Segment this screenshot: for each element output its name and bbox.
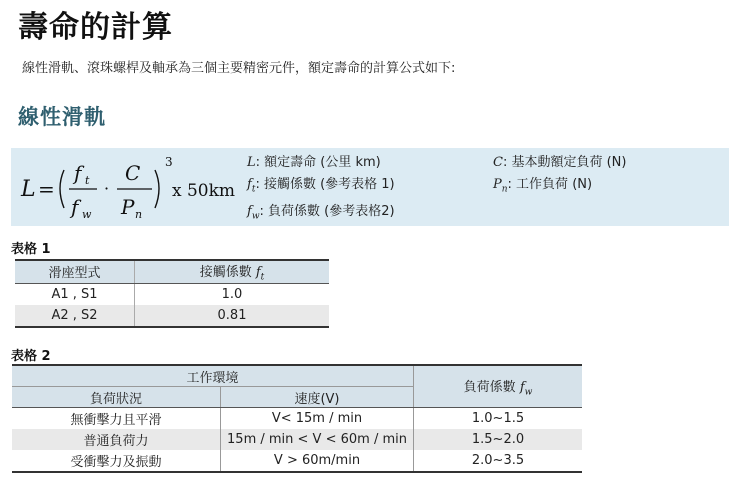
intro-text: 線性滑軌、滾珠螺桿及軸承為三個主要精密元件，額定壽命的計算公式如下: — [22, 61, 456, 76]
def-P: $P_n$: 工作負荷 (N) — [493, 177, 593, 195]
table2-header-condition: 負荷狀況 — [12, 387, 221, 408]
table-cell: 2.0~3.5 — [471, 453, 525, 468]
def-fw: $f_w$: 負荷係數 (參考表格2) — [247, 203, 395, 222]
table-cell: 受衝擊力及振動 — [12, 450, 221, 472]
table-cell: V > 60m/min — [221, 450, 414, 472]
table1-header-factor: 接觸係數 $f_t$ — [135, 260, 330, 283]
table-cell: 無衝擊力且平滑 — [12, 408, 221, 430]
table1-header-type: 滑座型式 — [15, 260, 135, 283]
table-row — [12, 429, 582, 450]
table-cell: V< 15m / min — [221, 408, 414, 430]
life-formula — [19, 152, 249, 228]
formula-P-sub: n — [135, 208, 143, 221]
formula-ft: f — [74, 161, 82, 185]
table-cell: 15m / min < V < 60m / min — [221, 429, 414, 450]
formula-fw-sub: w — [82, 208, 92, 221]
table-cell: A1 , S1 — [15, 283, 135, 305]
table-cell: 1.0 — [221, 286, 243, 302]
def-ft: $f_t$: 接觸係數 (參考表格 1) — [247, 177, 395, 195]
contact-factor-table — [15, 259, 329, 328]
formula-suffix: x 50km — [172, 181, 236, 201]
page-title: 壽命的計算 — [18, 10, 173, 45]
table2-label: 表格 2 — [11, 349, 51, 364]
table-header-row — [15, 260, 329, 283]
def-L: L: 額定壽命 (公里 km) — [247, 155, 381, 170]
formula-exponent: 3 — [165, 155, 173, 169]
formula-panel — [11, 148, 729, 226]
table-row — [12, 450, 582, 472]
formula-lhs: L — [21, 177, 36, 202]
definitions-right — [493, 152, 626, 201]
table2-header-factor: 負荷係數 $f_w$ — [414, 365, 583, 408]
left-paren — [60, 170, 64, 208]
table-cell: 0.81 — [135, 305, 330, 327]
table-row — [15, 305, 329, 327]
table-cell: 1.0~1.5 — [471, 411, 525, 426]
table2-header-speed: 速度(V) — [221, 387, 414, 408]
formula-ft-sub: t — [85, 174, 90, 187]
table-row — [12, 408, 582, 430]
formula-C: C — [125, 161, 141, 185]
definitions-left — [247, 152, 395, 227]
table2-group-header: 工作環境 — [12, 365, 414, 387]
def-C: C: 基本動額定負荷 (N) — [493, 155, 627, 170]
table-row — [15, 283, 329, 305]
table1-label: 表格 1 — [11, 242, 51, 257]
formula-dot: · — [104, 179, 110, 198]
formula-fw: f — [71, 195, 79, 219]
formula-equals: = — [38, 177, 55, 201]
table-header-row — [12, 365, 582, 387]
formula-P: P — [121, 195, 135, 219]
section-title: 線性滑軌 — [18, 105, 106, 129]
table-cell: A2 , S2 — [15, 305, 135, 327]
right-paren — [155, 170, 159, 208]
load-factor-table — [12, 364, 582, 473]
table-cell: 1.5~2.0 — [414, 429, 583, 450]
table-cell: 普通負荷力 — [12, 429, 221, 450]
